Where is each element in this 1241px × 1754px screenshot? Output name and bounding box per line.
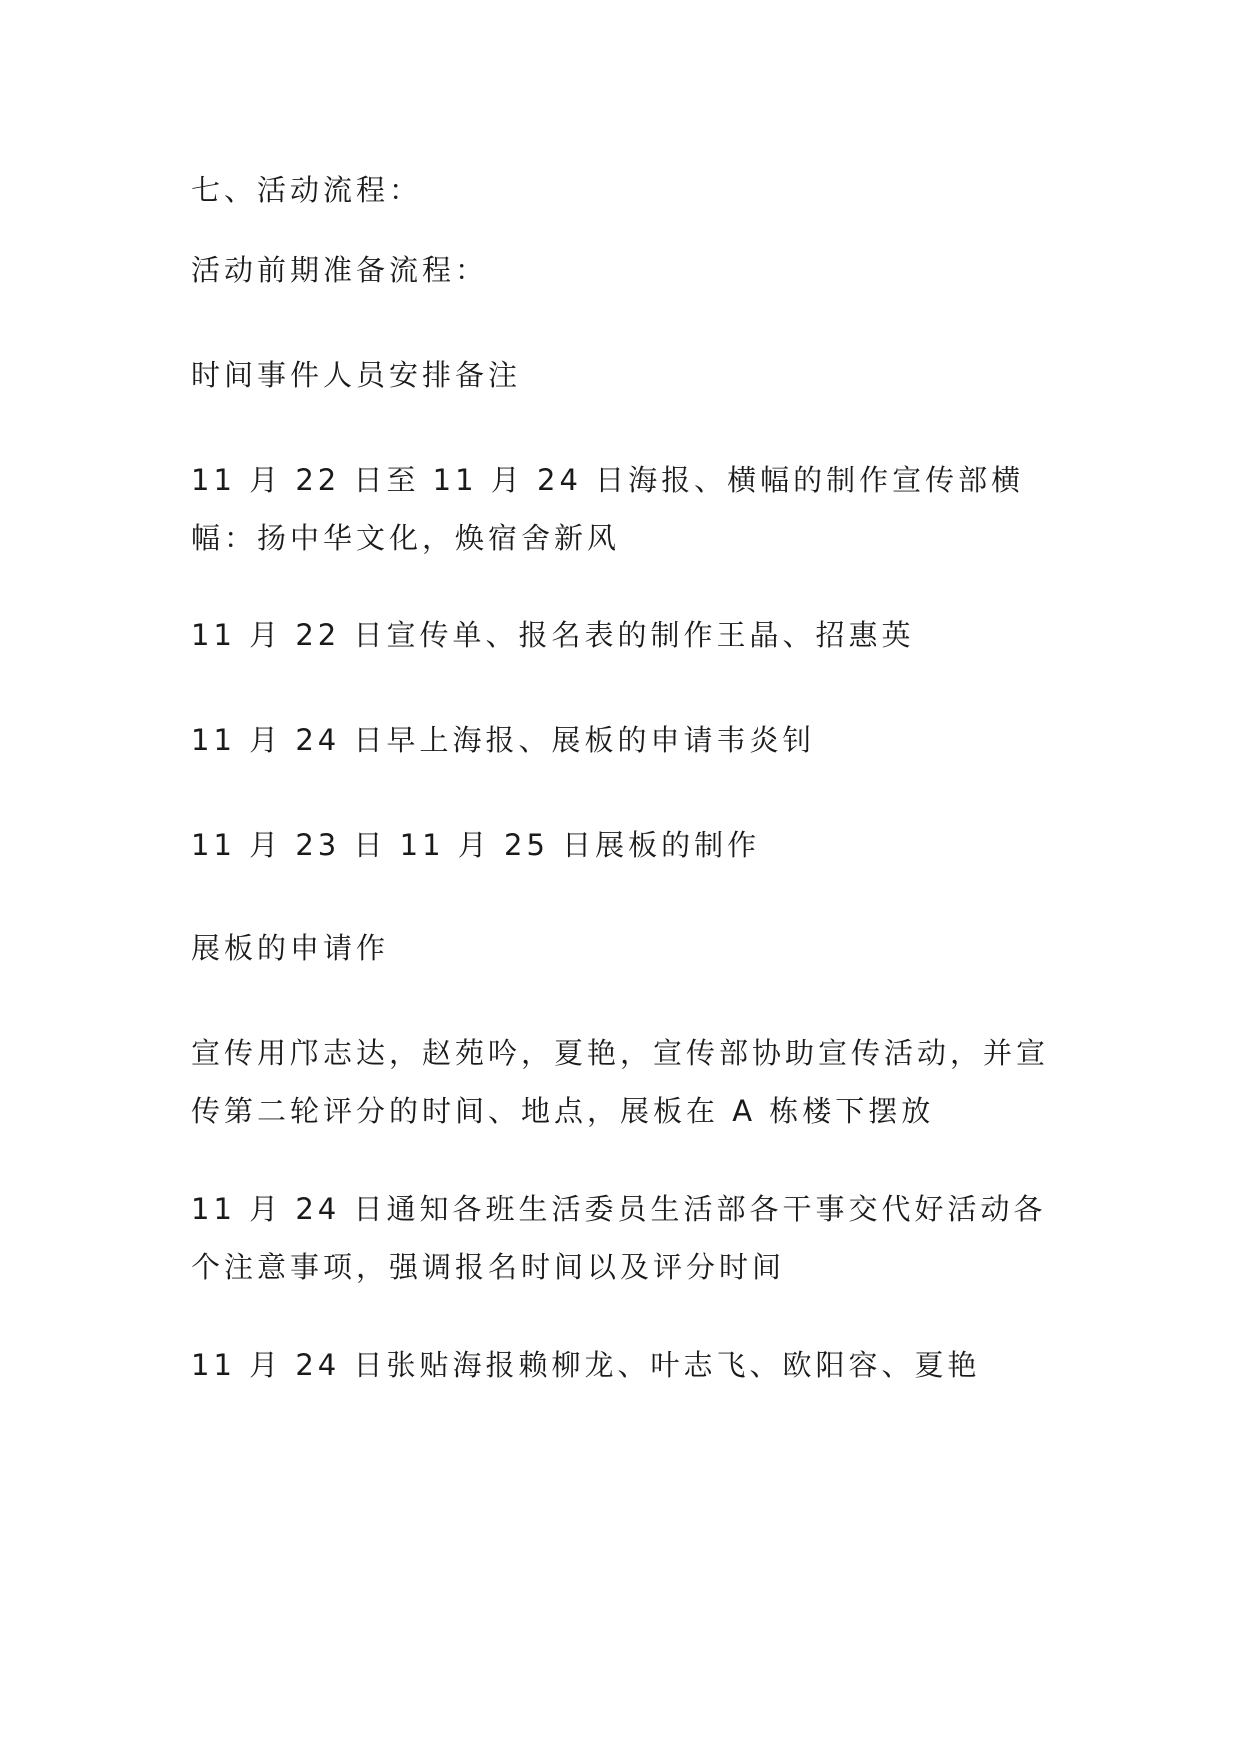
schedule-note-board: 展板的申请作 [191, 931, 390, 965]
schedule-item-notify-classes: 11 月 24 日通知各班生活委员生活部各干事交代好活动各个注意事项，强调报名时间以及评分时间 [191, 1192, 1047, 1284]
schedule-item-flyers-forms: 11 月 22 日宣传单、报名表的制作王晶、招惠英 [191, 618, 915, 652]
schedule-item-publicity: 宣传用邝志达，赵苑吟，夏艳，宣传部协助宣传活动，并宣传第二轮评分的时间、地点，展板在 A 栋楼下摆放 [191, 1036, 1050, 1128]
schedule-item-board-making: 11 月 23 日 11 月 25 日展板的制作 [191, 828, 761, 862]
schedule-item-board-application: 11 月 24 日早上海报、展板的申请韦炎钊 [191, 723, 816, 757]
section-heading: 七、活动流程： [191, 173, 423, 207]
table-header-line: 时间事件人员安排备注 [191, 358, 522, 392]
schedule-item-post-posters: 11 月 24 日张贴海报赖柳龙、叶志飞、欧阳容、夏艳 [191, 1348, 981, 1382]
subheading-preparation: 活动前期准备流程： [191, 253, 489, 287]
schedule-item-posters-banners: 11 月 22 日至 11 月 24 日海报、横幅的制作宣传部横幅：扬中华文化，焕宿舍新风 [191, 463, 1025, 555]
